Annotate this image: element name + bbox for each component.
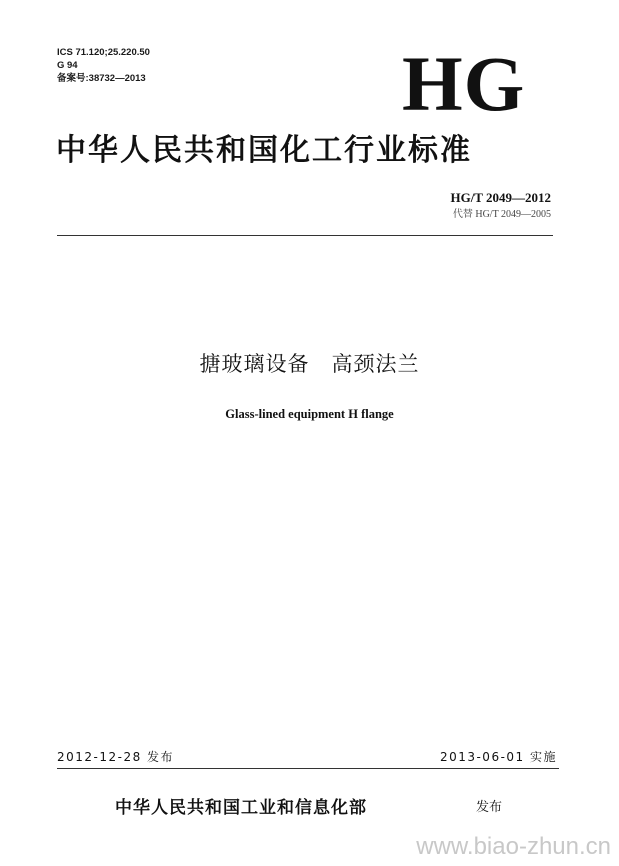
standard-code: HG/T 2049—2012 <box>450 190 551 205</box>
industry-standard-title: 中华人民共和国化工行业标准 <box>56 133 472 168</box>
category-code: G 94 <box>57 60 78 71</box>
hg-logo: HG <box>402 40 526 127</box>
document-subtitle-english: Glass-lined equipment H flange <box>225 407 394 421</box>
ics-code: ICS 71.120;25.220.50 <box>57 47 150 58</box>
website-watermark: www.biao-zhun.cn <box>416 833 611 860</box>
issuing-authority: 中华人民共和国工业和信息化部 <box>115 798 367 818</box>
record-number: 备案号:38732—2013 <box>57 73 146 84</box>
implementation-date: 2013-06-01 实施 <box>439 750 557 764</box>
classification-block <box>57 46 150 85</box>
issuing-label: 发布 <box>476 800 503 815</box>
document-title: 搪玻璃设备 高颈法兰 <box>199 352 420 376</box>
footer-divider <box>57 768 559 769</box>
issue-date: 2012-12-28 发布 <box>57 750 175 764</box>
header-divider <box>57 235 553 236</box>
replaces-standard: 代替 HG/T 2049—2005 <box>452 209 551 220</box>
